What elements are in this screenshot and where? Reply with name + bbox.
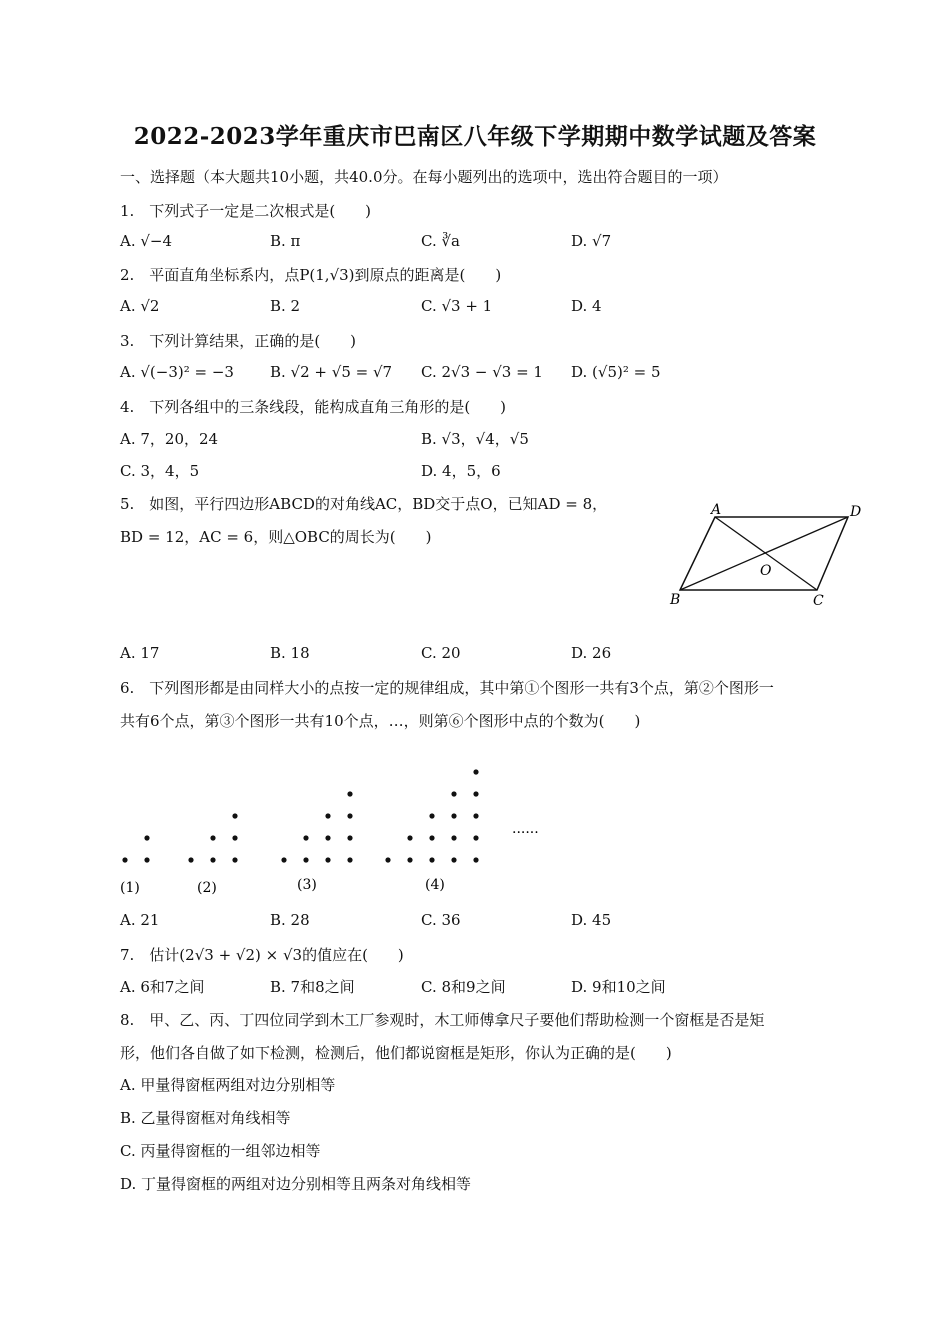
dot-patterns [122,769,478,862]
q2-option-b: B. 2 [270,297,301,315]
q7-option-b: B. 7和8之间 [270,978,355,996]
q8-option-c: C. 丙量得窗框的一组邻边相等 [120,1142,321,1160]
diagonal-ac [715,517,817,590]
q5-stem-line2: BD = 12，AC = 6，则△OBC的周长为( ) [120,528,432,546]
pattern-3-dot [281,857,286,862]
q8-stem-line2: 形，他们各自做了如下检测，检测后，他们都说窗框是矩形，你认为正确的是( ) [120,1044,672,1062]
q6-option-d: D. 45 [571,911,612,929]
pattern-4-dot [451,857,456,862]
pattern-4-dot [473,835,478,840]
q5-option-b: B. 18 [270,644,310,662]
pattern-4-dot [451,791,456,796]
q5-option-a: A. 17 [120,644,160,662]
q1-option-c: C. ∛a [421,232,460,250]
q5-stem-line1: 5. 如图，平行四边形ABCD的对角线AC，BD交于点O，已知AD = 8， [120,495,608,513]
pattern-3-dot [303,835,308,840]
pattern-4-dot [473,857,478,862]
pattern-3-dot [347,813,352,818]
q4-option-b: B. √3，√4，√5 [421,430,529,448]
pattern-4-dot [407,835,412,840]
pattern-4-dot [429,813,434,818]
q6-option-c: C. 36 [421,911,461,929]
vertex-label-c: C [813,593,824,609]
pattern-2-dot [232,813,237,818]
q6-stem-line1: 6. 下列图形都是由同样大小的点按一定的规律组成，其中第①个图形一共有3个点，第②个图形一 [120,679,774,697]
pattern-label-4: (4) [425,877,445,893]
pattern-4-dot [451,835,456,840]
q3-option-a: A. √(−3)² = −3 [120,363,234,381]
pattern-continuation-dots: ...... [512,821,539,837]
pattern-4-dot [385,857,390,862]
pattern-2-dot [210,835,215,840]
q2-stem: 2. 平面直角坐标系内，点P(1,√3)到原点的距离是( ) [120,266,502,284]
center-label-o: O [760,563,772,579]
q6-option-b: B. 28 [270,911,310,929]
q3-option-c: C. 2√3 − √3 = 1 [421,363,543,381]
q1-option-d: D. √7 [571,232,612,250]
q1-option-a: A. √−4 [120,232,173,250]
pattern-label-1: (1) [120,880,140,896]
pattern-3-dot [347,791,352,796]
pattern-2-dot [232,835,237,840]
q8-stem-line1: 8. 甲、乙、丙、丁四位同学到木工厂参观时，木工师傅拿尺子要他们帮助检测一个窗框是否是矩 [120,1011,765,1029]
q4-option-c: C. 3，4，5 [120,462,200,480]
dot-pattern-figure [110,765,570,900]
pattern-3-dot [303,857,308,862]
parallelogram-figure [665,500,875,615]
pattern-4-dot [429,857,434,862]
pattern-2-dot [188,857,193,862]
pattern-4-dot [429,835,434,840]
q1-option-b: B. π [270,232,301,250]
q6-stem-line2: 共有6个点，第③个图形一共有10个点，…，则第⑥个图形中点的个数为( ) [120,712,641,730]
pattern-3-dot [325,813,330,818]
vertex-label-d: D [850,504,862,520]
pattern-4-dot [473,769,478,774]
q6-option-a: A. 21 [120,911,160,929]
q7-option-c: C. 8和9之间 [421,978,506,996]
q2-option-c: C. √3 + 1 [421,297,493,315]
pattern-3-dot [325,835,330,840]
diagonal-bd [680,517,848,590]
q1-stem: 1. 下列式子一定是二次根式是( ) [120,202,372,220]
q8-option-a: A. 甲量得窗框两组对边分别相等 [120,1076,336,1094]
vertex-label-b: B [670,592,681,608]
pattern-label-3: (3) [297,877,317,893]
q4-option-a: A. 7，20，24 [120,430,219,448]
q8-option-d: D. 丁量得窗框的两组对边分别相等且两条对角线相等 [120,1175,472,1193]
pattern-3-dot [347,835,352,840]
pattern-3-dot [347,857,352,862]
q2-option-a: A. √2 [120,297,160,315]
document-title: 2022-2023学年重庆市巴南区八年级下学期期中数学试题及答案 [133,123,817,150]
pattern-1-dot [144,835,149,840]
q7-option-a: A. 6和7之间 [120,978,205,996]
q7-stem: 7. 估计(2√3 + √2) × √3的值应在( ) [120,946,404,964]
pattern-label-2: (2) [197,880,217,896]
q3-option-b: B. √2 + √5 = √7 [270,363,393,381]
pattern-3-dot [325,857,330,862]
q3-option-d: D. (√5)² = 5 [571,363,661,381]
q3-stem: 3. 下列计算结果，正确的是( ) [120,332,357,350]
q5-option-c: C. 20 [421,644,461,662]
q7-option-d: D. 9和10之间 [571,978,666,996]
pattern-4-dot [473,791,478,796]
pattern-1-dot [122,857,127,862]
pattern-4-dot [473,813,478,818]
pattern-4-dot [451,813,456,818]
section-heading: 一、选择题（本大题共10小题，共40.0分。在每小题列出的选项中，选出符合题目的一项） [120,168,728,186]
pattern-2-dot [210,857,215,862]
vertex-label-a: A [711,502,722,518]
q5-option-d: D. 26 [571,644,612,662]
pattern-1-dot [144,857,149,862]
q8-option-b: B. 乙量得窗框对角线相等 [120,1109,291,1127]
q4-option-d: D. 4，5，6 [421,462,501,480]
pattern-4-dot [407,857,412,862]
pattern-2-dot [232,857,237,862]
q4-stem: 4. 下列各组中的三条线段，能构成直角三角形的是( ) [120,398,507,416]
q2-option-d: D. 4 [571,297,602,315]
